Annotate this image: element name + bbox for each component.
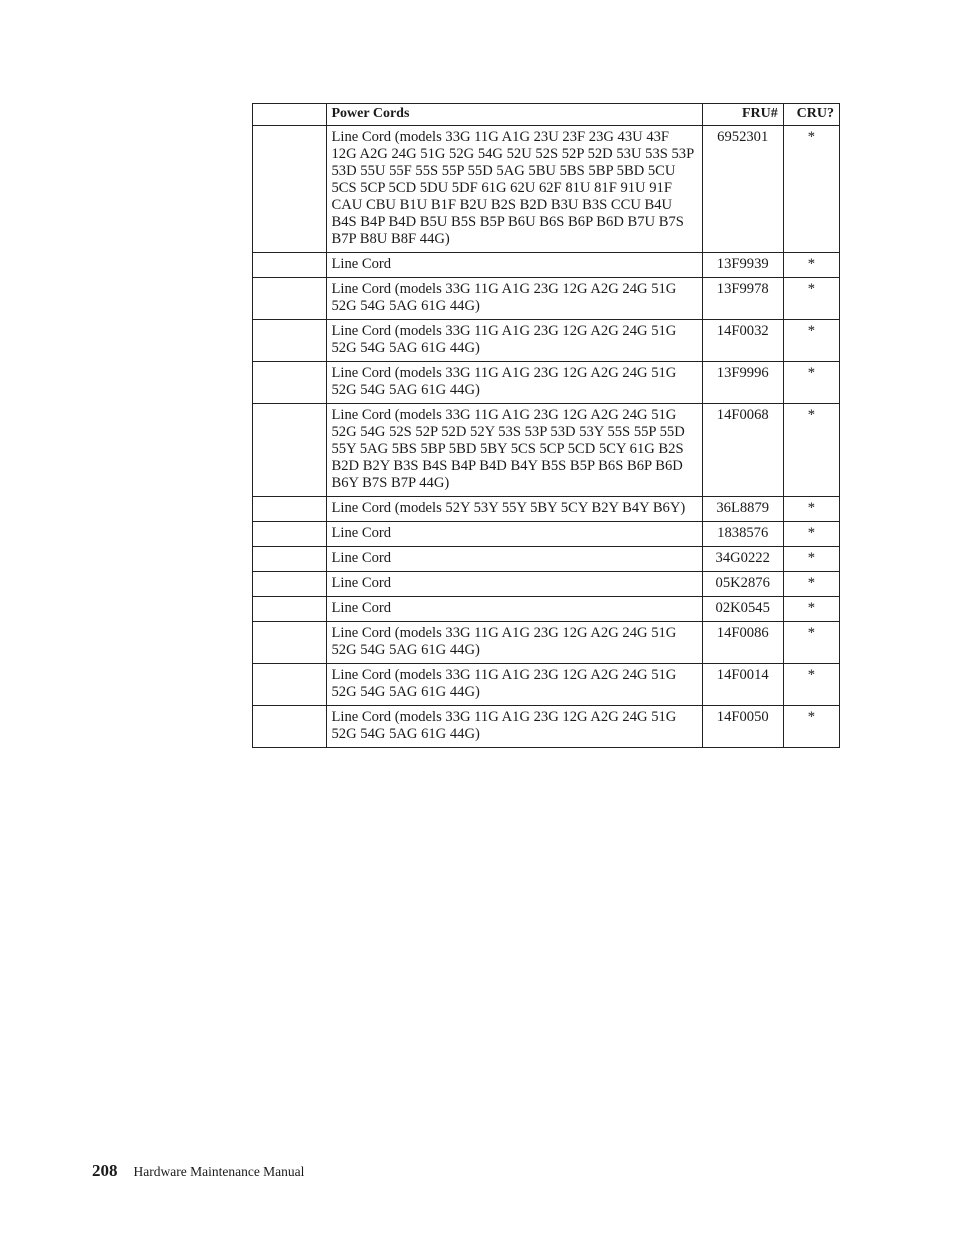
cru-cell: * [783,597,839,622]
description-cell: Line Cord (models 33G 11G A1G 23G 12G A2G 24G 51G 52G 54G 5AG 61G 44G) [326,320,702,362]
table-row [253,706,840,748]
blank-cell [253,362,327,404]
manual-title: Hardware Maintenance Manual [133,1164,305,1179]
fru-cell: 14F0068 [702,404,783,497]
table-row [253,253,840,278]
fru-cell: 13F9939 [702,253,783,278]
blank-cell [253,664,327,706]
fru-cell: 02K0545 [702,597,783,622]
cru-cell: * [783,126,839,253]
cru-cell: * [783,404,839,497]
table-row [253,522,840,547]
blank-cell [253,522,327,547]
cru-cell: * [783,664,839,706]
fru-cell: 05K2876 [702,572,783,597]
cru-cell: * [783,622,839,664]
table-row [253,404,840,497]
description-cell: Line Cord [326,572,702,597]
description-cell: Line Cord (models 33G 11G A1G 23G 12G A2G 24G 51G 52G 54G 5AG 61G 44G) [326,664,702,706]
description-cell: Line Cord (models 33G 11G A1G 23G 12G A2G 24G 51G 52G 54G 52S 52P 52D 52Y 53S 53P 53D 53Y 55S 55P 55D 55Y 5AG 5BS 5BP 5BD 5BY 5CS 5CP 5CD 5CY 61G B2S B2D B2Y B3S B4S B4P B4D B4Y B5S B5P B6S B6P B6D B6Y B7S B7P 44G) [326,404,702,497]
description-cell: Line Cord (models 33G 11G A1G 23G 12G A2G 24G 51G 52G 54G 5AG 61G 44G) [326,706,702,748]
header-power-cords: Power Cords [326,104,702,126]
table-row [253,362,840,404]
table-row [253,547,840,572]
fru-cell: 1838576 [702,522,783,547]
power-cords-table [252,103,840,748]
table-row [253,622,840,664]
fru-cell: 36L8879 [702,497,783,522]
header-fru: FRU# [702,104,783,126]
table-row [253,320,840,362]
cru-cell: * [783,253,839,278]
blank-cell [253,320,327,362]
description-cell: Line Cord [326,253,702,278]
table-row [253,597,840,622]
fru-cell: 13F9978 [702,278,783,320]
description-cell: Line Cord (models 33G 11G A1G 23G 12G A2G 24G 51G 52G 54G 5AG 61G 44G) [326,362,702,404]
description-cell: Line Cord [326,547,702,572]
table-header-row [253,104,840,126]
table-row [253,126,840,253]
description-cell: Line Cord [326,597,702,622]
fru-cell: 14F0014 [702,664,783,706]
header-cru: CRU? [783,104,839,126]
fru-cell: 14F0086 [702,622,783,664]
header-blank-cell [253,104,327,126]
page-footer [92,1161,304,1181]
fru-cell: 6952301 [702,126,783,253]
description-cell: Line Cord (models 33G 11G A1G 23G 12G A2G 24G 51G 52G 54G 5AG 61G 44G) [326,278,702,320]
blank-cell [253,572,327,597]
fru-cell: 34G0222 [702,547,783,572]
cru-cell: * [783,320,839,362]
cru-cell: * [783,522,839,547]
cru-cell: * [783,278,839,320]
table-row [253,497,840,522]
blank-cell [253,597,327,622]
blank-cell [253,547,327,572]
cru-cell: * [783,497,839,522]
page-number: 208 [92,1161,118,1180]
blank-cell [253,622,327,664]
fru-cell: 14F0050 [702,706,783,748]
description-cell: Line Cord (models 33G 11G A1G 23G 12G A2G 24G 51G 52G 54G 5AG 61G 44G) [326,622,702,664]
cru-cell: * [783,572,839,597]
cru-cell: * [783,706,839,748]
fru-cell: 13F9996 [702,362,783,404]
description-cell: Line Cord [326,522,702,547]
description-cell: Line Cord (models 52Y 53Y 55Y 5BY 5CY B2Y B4Y B6Y) [326,497,702,522]
blank-cell [253,126,327,253]
table-row [253,278,840,320]
blank-cell [253,278,327,320]
blank-cell [253,253,327,278]
blank-cell [253,706,327,748]
cru-cell: * [783,362,839,404]
cru-cell: * [783,547,839,572]
blank-cell [253,497,327,522]
table-row [253,664,840,706]
description-cell: Line Cord (models 33G 11G A1G 23U 23F 23G 43U 43F 12G A2G 24G 51G 52G 54G 52U 52S 52P 52D 53U 53S 53P 53D 55U 55F 55S 55P 55D 5AG 5BU 5BS 5BP 5BD 5CU 5CS 5CP 5CD 5DU 5DF 61G 62U 62F 81U 81F 91U 91F CAU CBU B1U B1F B2U B2S B2D B3U B3S CCU B4U B4S B4P B4D B5U B5S B5P B6U B6S B6P B6D B7U B7S B7P B8U B8F 44G) [326,126,702,253]
fru-cell: 14F0032 [702,320,783,362]
blank-cell [253,404,327,497]
table-row [253,572,840,597]
